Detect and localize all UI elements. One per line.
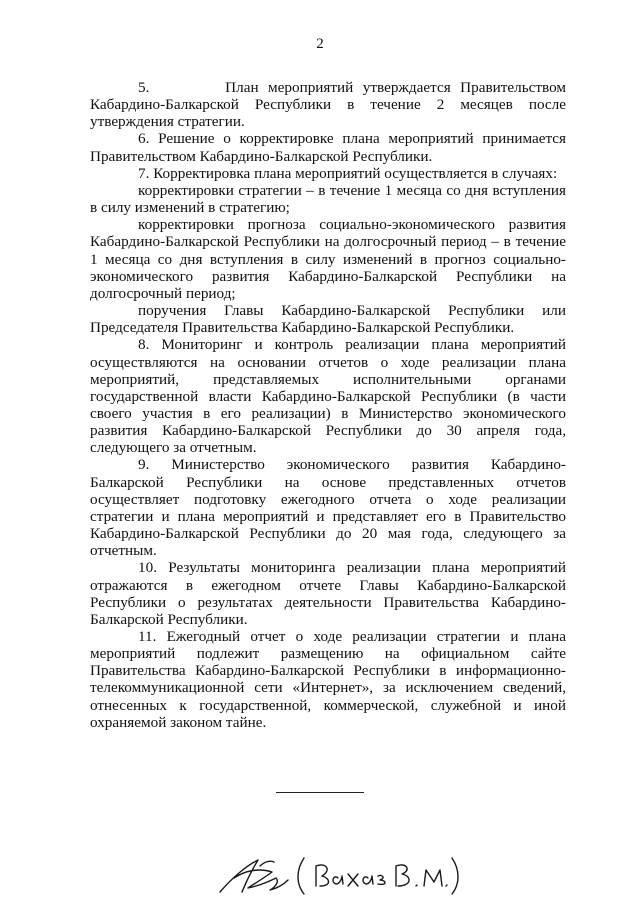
body-text bbox=[90, 79, 566, 731]
paragraph-7-item-3: поручения Главы Кабардино-Балкарской Республики или Председателя Правительства Кабардино-Балкарской Республики. bbox=[90, 302, 566, 337]
paragraph-11: 11. Ежегодный отчет о ходе реализации стратегии и плана мероприятий подлежит размещению на официальном сайте Правительства Кабардино-Балкарской Республики в информационно-телекоммуникационной сети «Интернет», за исключением сведений, отнесенных к государственной, коммерческой, служебной и иной охраняемой законом тайне. bbox=[90, 628, 566, 731]
paragraph-10: 10. Результаты мониторинга реализации плана мероприятий отражаются в ежегодном отчете Главы Кабардино-Балкарской Республики о результатах деятельности Правительства Кабардино-Балкарской Республики. bbox=[90, 559, 566, 628]
paragraph-7: 7. Корректировка плана мероприятий осуществляется в случаях: bbox=[138, 164, 558, 182]
handwritten-signature bbox=[212, 848, 462, 898]
paragraph-5: 5. План мероприятий утверждается Правительством Кабардино-Балкарской Республики в течение 2 месяцев после утверждения стратегии. bbox=[90, 79, 566, 131]
paragraph-6: 6. Решение о корректировке плана мероприятий принимается Правительством Кабардино-Балкарской Республики. bbox=[90, 130, 566, 165]
separator-line bbox=[276, 792, 364, 793]
paragraph-7-item-2: корректировки прогноза социально-экономического развития Кабардино-Балкарской Республики на долгосрочный период – в течение 1 месяца со дня вступления в силу изменений в прогноз социально-экономического развития Кабардино-Балкарской Республики на долгосрочный период; bbox=[90, 216, 566, 302]
paragraph-8: 8. Мониторинг и контроль реализации плана мероприятий осуществляются на основании отчетов о ходе реализации плана мероприятий, представляемых исполнительными органами государственной власти Кабардино-Балкарской Республики (в части своего участия в его реализации) в Министерство экономического развития Кабардино-Балкарской Республики до 30 апреля года, следующего за отчетным. bbox=[90, 336, 566, 457]
page-number: 2 bbox=[316, 36, 324, 52]
paragraph-7-item-1: корректировки стратегии – в течение 1 месяца со дня вступления в силу изменений в стратегию; bbox=[90, 181, 566, 217]
paragraph-9: 9. Министерство экономического развития Кабардино-Балкарской Республики на основе представленных отчетов осуществляет подготовку ежегодного отчета о ходе реализации стратегии и плана мероприятий и представляет его в Правительство Кабардино-Балкарской Республики до 20 мая года, следующего за отчетным. bbox=[90, 456, 566, 560]
